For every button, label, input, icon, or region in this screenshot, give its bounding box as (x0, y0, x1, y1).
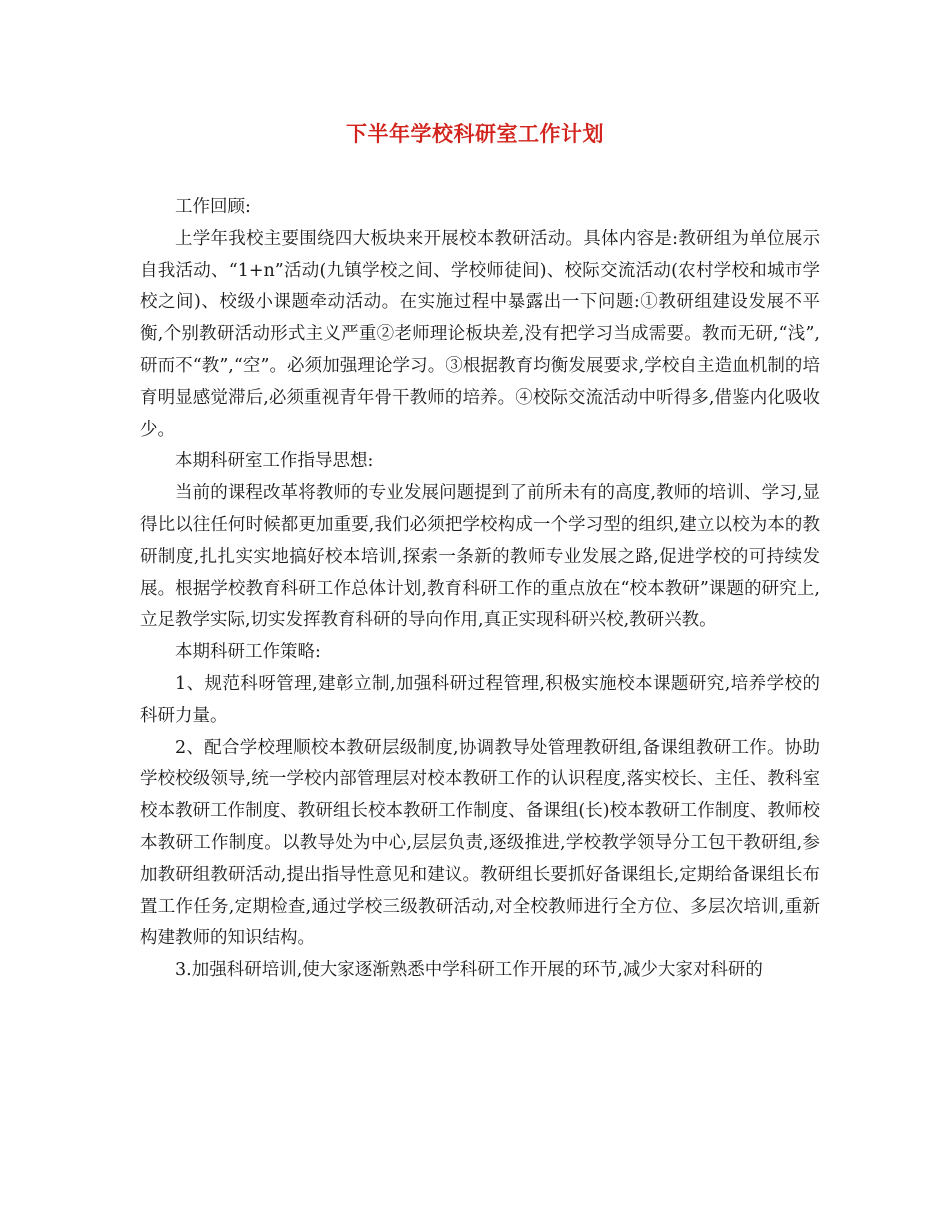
paragraph-review: 上学年我校主要围绕四大板块来开展校本教研活动。具体内容是:教研组为单位展示自我活动、“1+n”活动(九镇学校之间、学校师徒间)、校际交流活动(农村学校和城市学校之间)、校级小课题牵动活动。在实施过程中暴露出一下问题:①教研组建设发展不平衡,个别教研活动形式主义严重②老师理论板块差,没有把学习当成需要。教而无研,“浅”,研而不“教”,“空”。必须加强理论学习。③根据教育均衡发展要求,学校自主造血机制的培育明显感觉滞后,必须重视青年骨干教师的培养。④校际交流活动中听得多,借鉴内化吸收少。 (140, 228, 820, 440)
paragraph-strategy-3: 3.加强科研培训,使大家逐渐熟悉中学科研工作开展的环节,减少大家对科研的 (175, 960, 763, 981)
paragraph-strategy-heading: 本期科研工作策略: (175, 642, 321, 663)
document-body (140, 192, 820, 987)
paragraph-review-heading: 工作回顾: (175, 197, 251, 217)
paragraph-strategy-1: 1、规范科呀管理,建彰立制,加强科研过程管理,积极实施校本课题研究,培养学校的科研力量。 (140, 673, 820, 726)
paragraph-guiding: 当前的课程改革将教师的专业发展问题提到了前所未有的高度,教师的培训、学习,显得比以往任何时候都更加重要,我们必须把学校构成一个学习型的组织,建立以校为本的教研制度,扎扎实实地搞好校本培训,探索一条新的教师专业发展之路,促进学校的可持续发展。根据学校教育科研工作总体计划,教育科研工作的重点放在“校本教研”课题的研究上,立足教学实际,切实发挥教育科研的导向作用,真正实现科研兴校,教研兴教。 (140, 483, 820, 631)
document-title: 下半年学校科研室工作计划 (346, 122, 604, 146)
paragraph-strategy-2: 2、配合学校理顺校本教研层级制度,协调教导处管理教研组,备课组教研工作。协助学校校级领导,统一学校内部管理层对校本教研工作的认识程度,落实校长、主任、教科室校本教研工作制度、教研组长校本教研工作制度、备课组(长)校本教研工作制度、教师校本教研工作制度。以教导处为中心,层层负责,逐级推进,学校教学领导分工包干教研组,参加教研组教研活动,提出指导性意见和建议。教研组长要抓好备课组长,定期给备课组长布置工作任务,定期检查,通过学校三级教研活动,对全校教师进行全方位、多层次培训,重新构建教师的知识结构。 (140, 737, 820, 949)
paragraph-guiding-heading: 本期科研室工作指导思想: (175, 451, 374, 472)
